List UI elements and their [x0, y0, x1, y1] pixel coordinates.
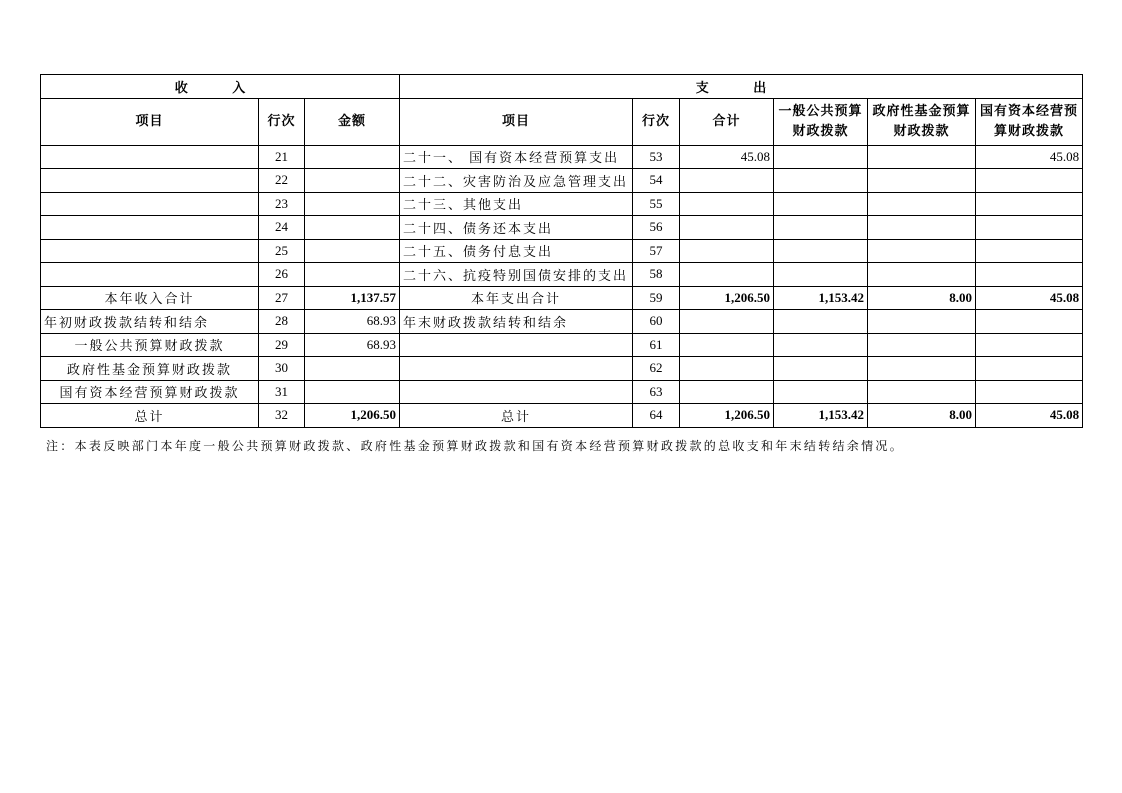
cell-ex-fund — [868, 333, 976, 357]
cell-ex-total — [680, 192, 774, 216]
cell-ex-fund: 8.00 — [868, 404, 976, 428]
cell-ex-row: 57 — [633, 239, 680, 263]
cell-in-row: 27 — [259, 286, 305, 310]
cell-ex-fund — [868, 216, 976, 240]
cell-ex-item: 二十五、债务付息支出 — [400, 239, 633, 263]
cell-ex-fund — [868, 263, 976, 287]
cell-ex-soe — [976, 263, 1083, 287]
table-note: 注：本表反映部门本年度一般公共预算财政拨款、政府性基金预算财政拨款和国有资本经营预算财政拨款的总收支和年末结转结余情况。 — [46, 439, 905, 453]
cell-ex-item: 二十二、灾害防治及应急管理支出 — [400, 169, 633, 193]
col-expense-fund: 政府性基金预算财政拨款 — [868, 98, 976, 145]
cell-in-amount — [305, 169, 400, 193]
cell-ex-item — [400, 333, 633, 357]
cell-in-row: 21 — [259, 145, 305, 169]
cell-in-row: 23 — [259, 192, 305, 216]
cell-ex-general — [774, 380, 868, 404]
section-header-row — [41, 75, 1083, 99]
cell-ex-soe: 45.08 — [976, 404, 1083, 428]
cell-ex-general — [774, 169, 868, 193]
cell-ex-general — [774, 333, 868, 357]
table-body — [41, 145, 1083, 427]
cell-in-item — [41, 263, 259, 287]
budget-table — [40, 74, 1083, 428]
cell-ex-item: 总计 — [400, 404, 633, 428]
cell-in-row: 22 — [259, 169, 305, 193]
income-section-header: 收 入 — [41, 75, 400, 99]
cell-ex-total — [680, 263, 774, 287]
column-header-row — [41, 98, 1083, 145]
cell-ex-total — [680, 333, 774, 357]
cell-ex-soe — [976, 169, 1083, 193]
cell-ex-total — [680, 239, 774, 263]
col-expense-general: 一般公共预算财政拨款 — [774, 98, 868, 145]
cell-ex-soe: 45.08 — [976, 145, 1083, 169]
cell-in-item — [41, 192, 259, 216]
table-row — [41, 169, 1083, 193]
cell-ex-row: 64 — [633, 404, 680, 428]
cell-ex-fund: 8.00 — [868, 286, 976, 310]
cell-ex-row: 55 — [633, 192, 680, 216]
cell-ex-general — [774, 239, 868, 263]
cell-in-amount — [305, 216, 400, 240]
cell-ex-fund — [868, 239, 976, 263]
cell-ex-fund — [868, 169, 976, 193]
cell-ex-fund — [868, 192, 976, 216]
cell-ex-fund — [868, 357, 976, 381]
cell-ex-soe: 45.08 — [976, 286, 1083, 310]
cell-ex-item: 年末财政拨款结转和结余 — [400, 310, 633, 334]
cell-in-amount: 1,137.57 — [305, 286, 400, 310]
cell-ex-row: 63 — [633, 380, 680, 404]
cell-ex-total — [680, 216, 774, 240]
cell-in-amount — [305, 239, 400, 263]
cell-ex-total: 1,206.50 — [680, 286, 774, 310]
table-row — [41, 263, 1083, 287]
cell-ex-item: 二十四、债务还本支出 — [400, 216, 633, 240]
cell-ex-item: 二十一、 国有资本经营预算支出 — [400, 145, 633, 169]
cell-in-row: 31 — [259, 380, 305, 404]
cell-ex-item — [400, 357, 633, 381]
cell-in-amount: 68.93 — [305, 310, 400, 334]
cell-in-amount: 1,206.50 — [305, 404, 400, 428]
cell-in-amount: 68.93 — [305, 333, 400, 357]
table-row — [41, 145, 1083, 169]
cell-in-amount — [305, 192, 400, 216]
cell-in-amount — [305, 357, 400, 381]
cell-ex-row: 62 — [633, 357, 680, 381]
cell-in-item: 本年收入合计 — [41, 286, 259, 310]
cell-ex-general: 1,153.42 — [774, 404, 868, 428]
cell-ex-fund — [868, 145, 976, 169]
cell-ex-fund — [868, 380, 976, 404]
cell-ex-soe — [976, 310, 1083, 334]
cell-in-row: 30 — [259, 357, 305, 381]
cell-in-item: 年初财政拨款结转和结余 — [41, 310, 259, 334]
cell-ex-item: 二十六、抗疫特别国债安排的支出 — [400, 263, 633, 287]
cell-ex-soe — [976, 192, 1083, 216]
cell-in-item: 一般公共预算财政拨款 — [41, 333, 259, 357]
cell-ex-general — [774, 216, 868, 240]
table-row — [41, 404, 1083, 428]
cell-in-item — [41, 216, 259, 240]
cell-ex-item: 本年支出合计 — [400, 286, 633, 310]
cell-in-row: 26 — [259, 263, 305, 287]
cell-ex-row: 61 — [633, 333, 680, 357]
cell-in-row: 25 — [259, 239, 305, 263]
table-row — [41, 192, 1083, 216]
table-row — [41, 333, 1083, 357]
cell-ex-row: 54 — [633, 169, 680, 193]
cell-in-row: 28 — [259, 310, 305, 334]
col-expense-row: 行次 — [633, 98, 680, 145]
cell-in-amount — [305, 263, 400, 287]
cell-ex-total: 45.08 — [680, 145, 774, 169]
cell-ex-total — [680, 357, 774, 381]
cell-in-row: 29 — [259, 333, 305, 357]
table-row — [41, 357, 1083, 381]
cell-ex-general — [774, 263, 868, 287]
col-expense-total: 合计 — [680, 98, 774, 145]
cell-in-amount — [305, 145, 400, 169]
table-row — [41, 216, 1083, 240]
cell-ex-item — [400, 380, 633, 404]
cell-in-item — [41, 169, 259, 193]
cell-in-row: 32 — [259, 404, 305, 428]
table-row — [41, 310, 1083, 334]
cell-in-row: 24 — [259, 216, 305, 240]
cell-ex-soe — [976, 216, 1083, 240]
cell-ex-general: 1,153.42 — [774, 286, 868, 310]
cell-ex-row: 56 — [633, 216, 680, 240]
col-income-item: 项目 — [41, 98, 259, 145]
cell-ex-general — [774, 310, 868, 334]
cell-ex-total — [680, 169, 774, 193]
cell-ex-total — [680, 380, 774, 404]
cell-ex-row: 59 — [633, 286, 680, 310]
table-row — [41, 286, 1083, 310]
col-income-amount: 金额 — [305, 98, 400, 145]
table-row — [41, 239, 1083, 263]
cell-in-item — [41, 239, 259, 263]
cell-in-item: 总计 — [41, 404, 259, 428]
cell-ex-soe — [976, 333, 1083, 357]
cell-in-item: 政府性基金预算财政拨款 — [41, 357, 259, 381]
cell-ex-item: 二十三、其他支出 — [400, 192, 633, 216]
col-expense-item: 项目 — [400, 98, 633, 145]
cell-ex-general — [774, 192, 868, 216]
cell-ex-total: 1,206.50 — [680, 404, 774, 428]
cell-ex-soe — [976, 239, 1083, 263]
cell-in-amount — [305, 380, 400, 404]
cell-ex-soe — [976, 380, 1083, 404]
cell-ex-row: 53 — [633, 145, 680, 169]
col-income-row: 行次 — [259, 98, 305, 145]
cell-ex-soe — [976, 357, 1083, 381]
expense-section-header: 支 出 — [400, 75, 1083, 99]
cell-ex-row: 58 — [633, 263, 680, 287]
table-row — [41, 380, 1083, 404]
cell-in-item: 国有资本经营预算财政拨款 — [41, 380, 259, 404]
cell-ex-general — [774, 357, 868, 381]
cell-ex-fund — [868, 310, 976, 334]
col-expense-soe: 国有资本经营预算财政拨款 — [976, 98, 1083, 145]
cell-ex-general — [774, 145, 868, 169]
cell-ex-total — [680, 310, 774, 334]
cell-in-item — [41, 145, 259, 169]
cell-ex-row: 60 — [633, 310, 680, 334]
